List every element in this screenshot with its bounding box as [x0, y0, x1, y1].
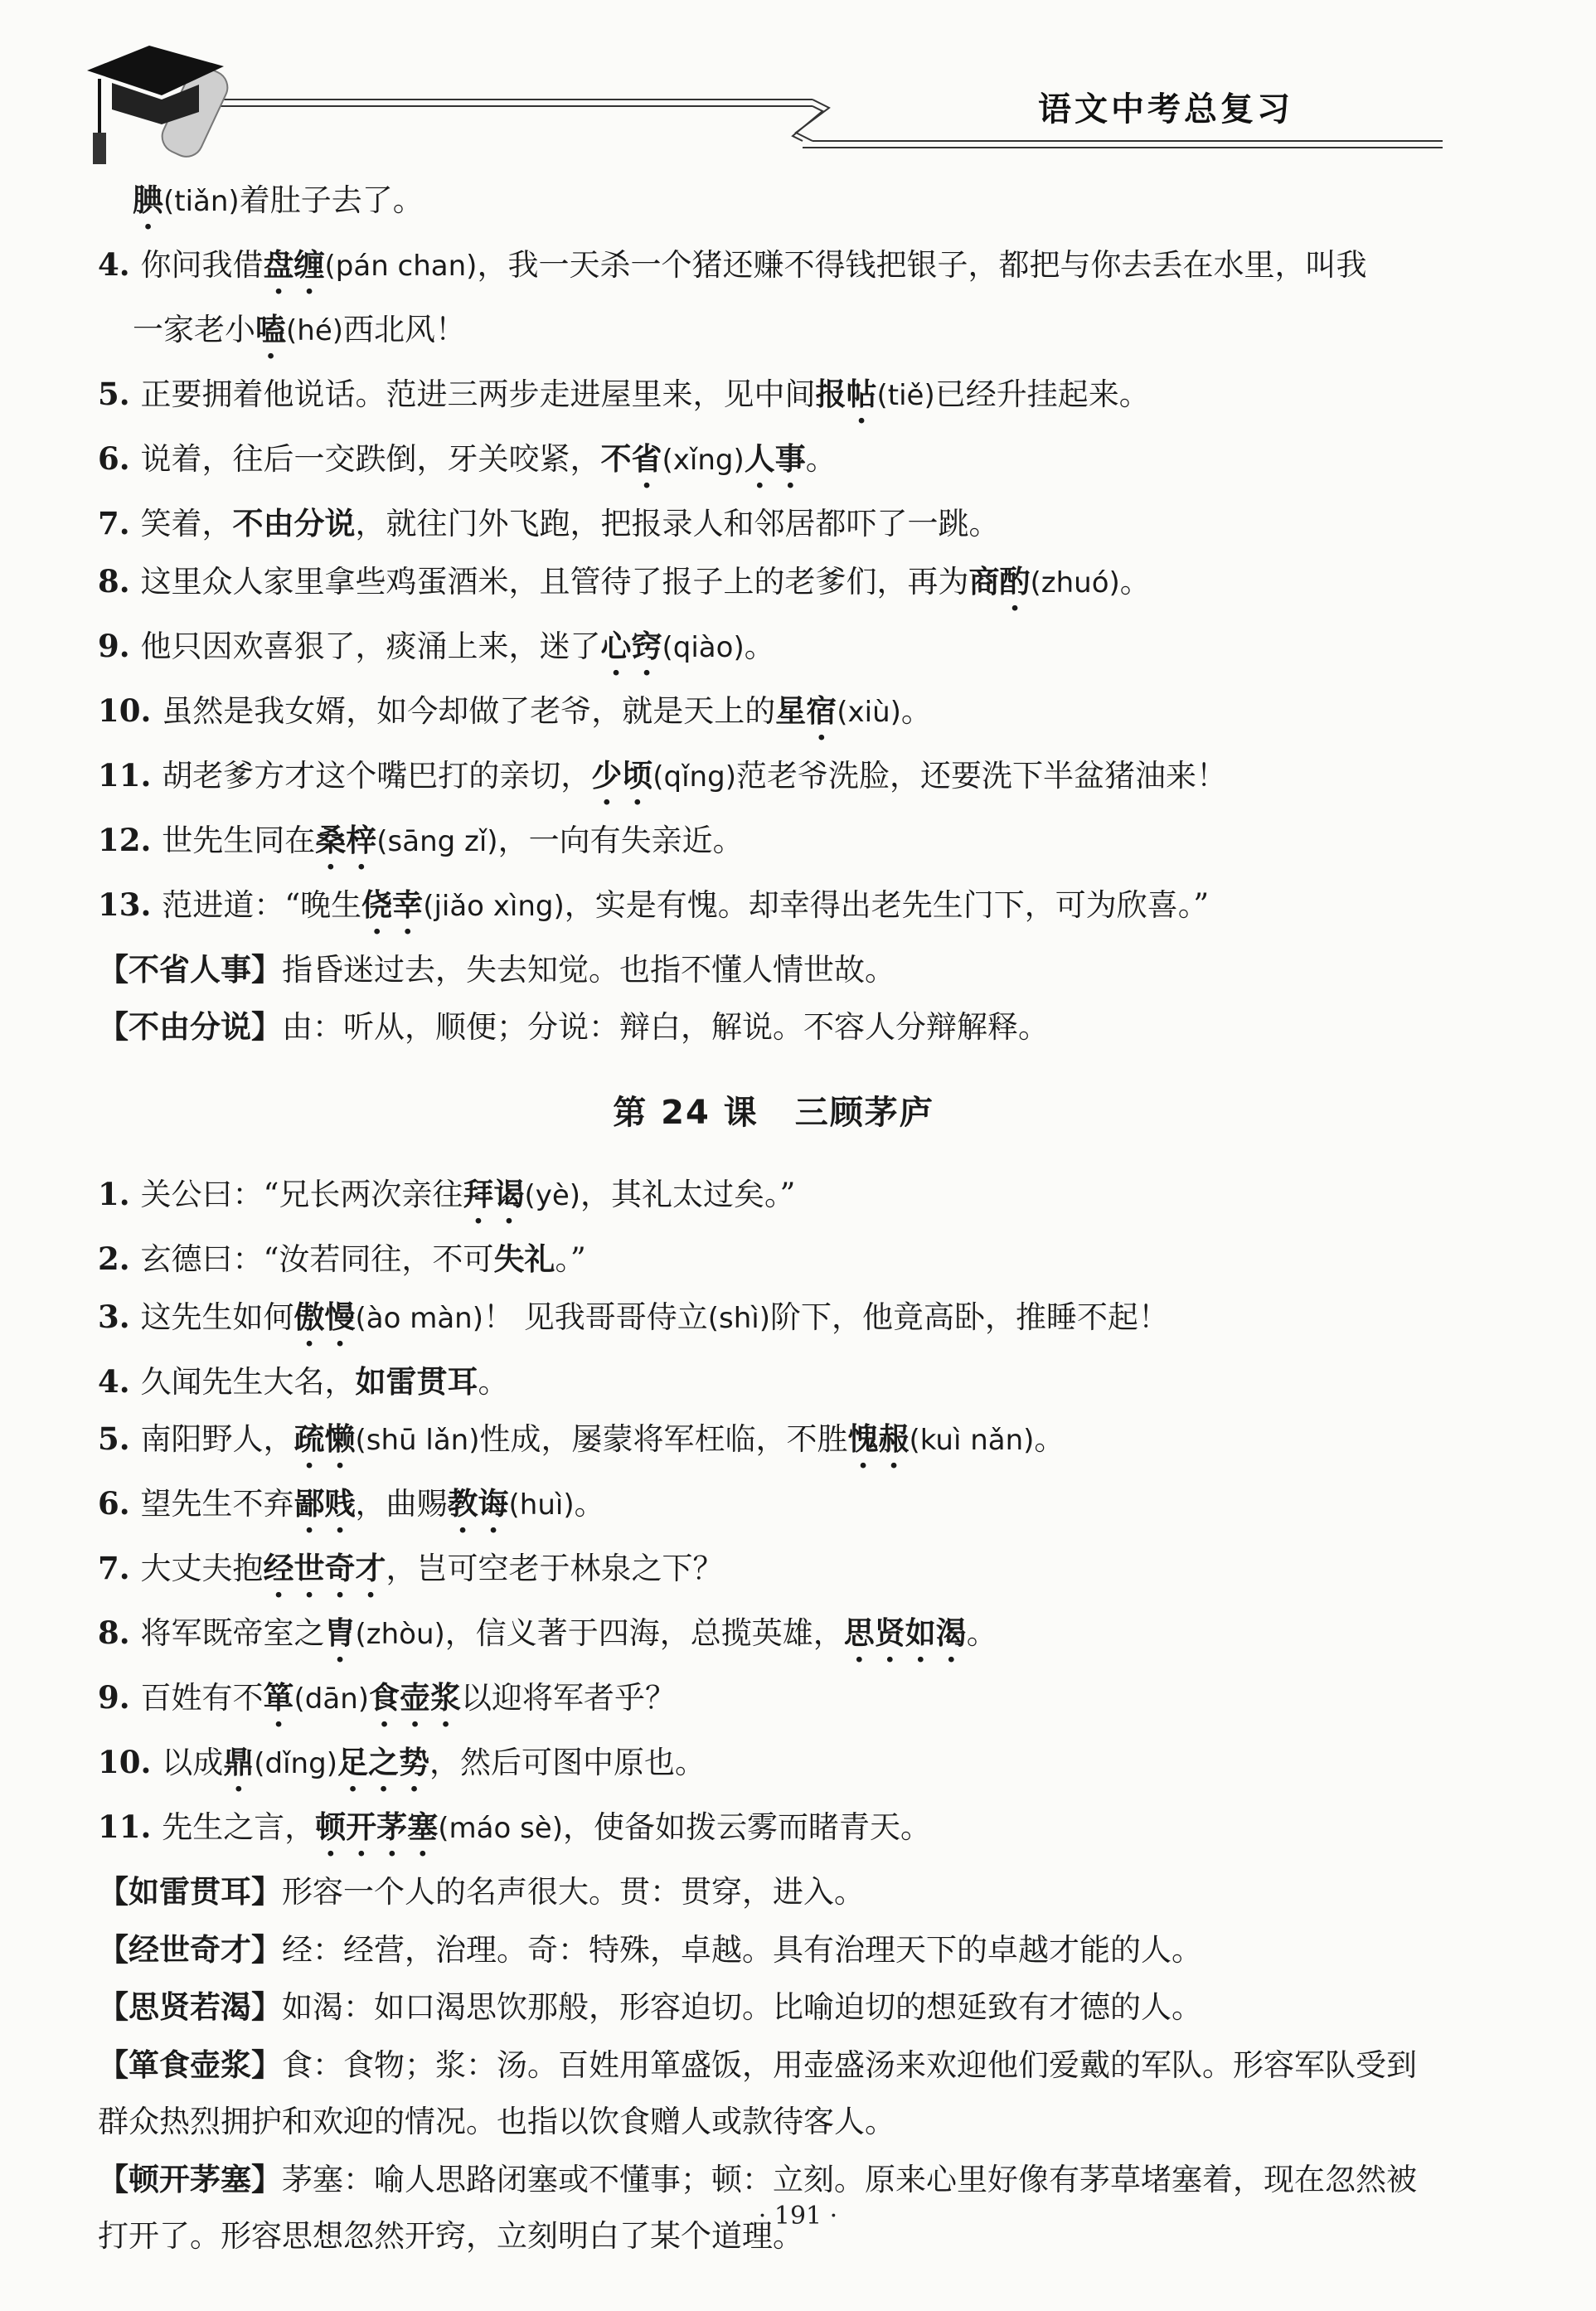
text: ，就往门外飞跑，把报录人和邻居都吓了一跳。 [355, 506, 1000, 541]
term-label: 【不省人事】 [98, 950, 282, 988]
keyword-dotted: 胄 [324, 1614, 356, 1651]
pinyin: (kuì nǎn) [909, 1424, 1035, 1457]
keyword-dotted: 省 [631, 440, 662, 477]
item-number: 2. [98, 1240, 141, 1277]
keyword-dotted: 疏懒 [293, 1420, 356, 1457]
text: 经：经营，治理。奇：特殊，卓越。具有治理天下的卓越才能的人。 [282, 1931, 1202, 1968]
text: 以成 [162, 1745, 224, 1780]
pinyin: (dǐng) [254, 1747, 337, 1780]
part1-line-11 [98, 876, 1449, 941]
text: 百姓有不 [140, 1680, 264, 1716]
keyword-dotted: 腆 [133, 182, 163, 218]
pinyin: (dān) [293, 1682, 370, 1716]
term-label: 【思贤若渴】 [98, 1988, 282, 2025]
keyword-dotted: 酌 [999, 562, 1031, 600]
part2-line-4 [98, 1410, 1449, 1475]
text: 已经升挂起来。 [934, 376, 1150, 412]
text: 正要拥着他说话。范进三两步走进屋里来，见中间 [140, 376, 816, 412]
pinyin: (shì) [707, 1301, 771, 1335]
text: 南阳野人， [140, 1421, 294, 1457]
term-label: 【不由分说】 [98, 1008, 282, 1045]
keyword-dotted: 宿 [806, 692, 837, 729]
keyword-dotted: 帖 [846, 376, 877, 412]
text: 。” [555, 1241, 586, 1277]
part1-line-12 [98, 941, 1449, 999]
text: 范进道：“晚生 [162, 886, 362, 923]
keyword-dotted: 桑梓 [315, 821, 377, 858]
exercise-list-lesson23 [98, 172, 1449, 1056]
item-number: 8. [98, 1614, 141, 1651]
keyword-dotted: 少顷 [591, 756, 653, 794]
pinyin: (huì) [508, 1488, 575, 1522]
part2-line-16 [98, 2151, 1449, 2209]
item-number: 3. [98, 1298, 141, 1335]
item-number: 7. [98, 1550, 141, 1586]
lesson-number: 第 24 课 [613, 1093, 759, 1132]
text: 一家老小 [133, 312, 255, 347]
keyword: 报 [815, 376, 847, 412]
pinyin: (pán chan) [324, 250, 478, 283]
part2-line-12 [98, 1921, 1449, 1979]
item-number: 5. [98, 376, 141, 412]
page-header [83, 33, 1443, 174]
text: 久闻先生大名， [140, 1363, 356, 1400]
keyword-dotted: 心窍 [600, 627, 662, 664]
text: ，使备如拨云雾而睹青天。 [563, 1809, 931, 1845]
item-number: 6. [98, 440, 141, 477]
part1-line-7 [98, 618, 1449, 682]
graduation-cap-icon [83, 33, 249, 174]
keyword-dotted: 教诲 [447, 1485, 509, 1522]
part2-line-10 [98, 1799, 1449, 1863]
text: ，其礼太过矣。” [580, 1177, 796, 1212]
section-title [98, 1085, 1449, 1142]
text: 。 [1034, 1421, 1065, 1457]
keyword-dotted: 思贤如渴 [843, 1614, 967, 1651]
text: 你问我借 [140, 247, 264, 283]
pinyin: (shū lǎn) [355, 1424, 480, 1457]
part2-line-3 [98, 1353, 1449, 1411]
pinyin: (xiù) [837, 695, 901, 729]
pinyin: (tiǎn) [163, 185, 240, 218]
text: ，岂可空老于林泉之下？ [386, 1551, 724, 1586]
text: 打开了。形容思想忽然开窍，立刻明白了某个道理。 [98, 2218, 803, 2254]
text: 茅塞：喻人思路闭塞或不懂事；顿：立刻。原来心里好像有茅草堵塞着，现在忽然被 [282, 2161, 1417, 2197]
pinyin: (tiě) [876, 379, 935, 412]
pinyin: (máo sè) [438, 1812, 563, 1845]
keyword: 不由分说 [232, 505, 356, 541]
part2-line-5 [98, 1475, 1449, 1540]
text: ，我一天杀一个猪还赚不得钱把银子，都把与你去丢在水里，叫我 [477, 247, 1367, 283]
page-content [98, 172, 1449, 2265]
part1-line-0 [98, 172, 1449, 236]
text: ，曲赐 [355, 1486, 448, 1522]
text: 虽然是我女婿，如今却做了老爷，就是天上的 [162, 692, 776, 729]
part2-line-13 [98, 1978, 1449, 2037]
keyword-dotted: 箪 [263, 1679, 294, 1716]
keyword: 星 [775, 692, 807, 729]
text: 说着，往后一交跌倒，牙关咬紧， [140, 441, 601, 477]
keyword-dotted: 侥幸 [361, 886, 424, 923]
part2-line-11 [98, 1863, 1449, 1921]
keyword-dotted: 鄙贱 [293, 1485, 356, 1522]
part2-line-6 [98, 1540, 1449, 1605]
item-number: 9. [98, 1679, 141, 1716]
item-number: 5. [98, 1420, 141, 1457]
keyword: 失礼 [493, 1240, 555, 1277]
header-title: 语文中考总复习 [1038, 90, 1293, 129]
keyword-dotted: 经世奇才 [263, 1550, 386, 1586]
text: 群众热烈拥护和欢迎的情况。也指以饮食赠人或款待客人。 [98, 2104, 895, 2139]
term-label: 【箪食壶浆】 [98, 2046, 282, 2083]
part2-line-15 [98, 2094, 1449, 2151]
pinyin: (ào màn) [355, 1301, 483, 1335]
item-number: 9. [98, 627, 141, 664]
pinyin: (hé) [286, 314, 343, 347]
item-number: 10. [98, 692, 163, 729]
part1-line-10 [98, 812, 1449, 876]
text: 。 [574, 1486, 605, 1522]
text: 如渴：如口渴思饮那般，形容迫切。比喻迫切的想延致有才德的人。 [282, 1989, 1202, 2025]
item-number: 1. [98, 1176, 141, 1212]
text: ，信义著于四海，总揽英雄， [444, 1615, 844, 1651]
text: 。 [900, 692, 932, 729]
item-number: 12. [98, 821, 163, 858]
text: 望先生不弃 [140, 1486, 294, 1522]
text: 食：食物；浆：汤。百姓用箪盛饭，用壶盛汤来欢迎他们爱戴的军队。形容军队受到 [282, 2046, 1417, 2083]
text: 范老爷洗脸，还要洗下半盆猪油来！ [735, 757, 1227, 794]
text: ，实是有愧。却幸得出老先生门下，可为欣喜。” [564, 886, 1210, 923]
text: 。 [478, 1363, 509, 1400]
keyword-dotted: 人事 [744, 440, 806, 477]
text: 这先生如何 [140, 1299, 294, 1335]
item-number: 11. [98, 1809, 163, 1845]
text: 形容一个人的名声很大。贯：贯穿，进入。 [282, 1874, 865, 1910]
text: 玄德曰：“汝若同往，不可 [140, 1241, 494, 1277]
text: 大丈夫抱 [140, 1551, 264, 1586]
text: 。 [744, 628, 775, 664]
text: 他只因欢喜狠了，痰涌上来，迷了 [140, 628, 601, 664]
part1-line-3 [98, 366, 1449, 430]
item-number: 7. [98, 505, 141, 541]
text: 这里众人家里拿些鸡蛋酒米，且管待了报子上的老爹们，再为 [140, 563, 969, 600]
part2-line-2 [98, 1289, 1449, 1353]
item-number: 8. [98, 562, 141, 600]
pinyin: (zhuó) [1030, 566, 1120, 600]
part1-line-9 [98, 747, 1449, 812]
text: 将军既帝室之 [140, 1615, 325, 1651]
text: 以迎将军者乎？ [461, 1680, 677, 1716]
pinyin: (qiào) [662, 630, 745, 664]
pinyin: (qǐng) [652, 760, 736, 794]
keyword: 商 [968, 562, 1000, 600]
text: 笑着， [140, 506, 233, 541]
item-number: 13. [98, 886, 163, 923]
keyword-dotted: 拜谒 [463, 1176, 525, 1212]
item-number: 4. [98, 246, 141, 283]
page-number: · 191 · [758, 2202, 838, 2231]
keyword-dotted: 足之势 [337, 1744, 429, 1780]
keyword: 不 [600, 440, 632, 477]
text: 阶下，他竟高卧，推睡不起！ [770, 1299, 1170, 1335]
text: ，一向有失亲近。 [497, 822, 744, 858]
item-number: 4. [98, 1362, 141, 1400]
text: 着肚子去了。 [239, 182, 424, 218]
keyword-dotted: 嗑 [255, 311, 286, 347]
text: ，然后可图中原也。 [429, 1745, 706, 1780]
part1-line-1 [98, 236, 1449, 301]
term-label: 【顿开茅塞】 [98, 2160, 282, 2197]
item-number: 11. [98, 756, 163, 794]
keyword-dotted: 盘缠 [263, 246, 325, 283]
text: 先生之言， [162, 1809, 316, 1845]
text: 胡老爹方才这个嘴巴打的亲切， [162, 757, 592, 794]
part2-line-8 [98, 1669, 1449, 1734]
part2-line-9 [98, 1734, 1449, 1799]
pinyin: (yè) [524, 1179, 581, 1212]
text: 。 [966, 1615, 997, 1651]
part1-line-2 [98, 301, 1449, 366]
keyword-dotted: 傲慢 [293, 1298, 356, 1335]
keyword-dotted: 顿开茅塞 [315, 1809, 439, 1845]
term-label: 【经世奇才】 [98, 1930, 282, 1968]
keyword-dotted: 食壶浆 [369, 1679, 462, 1716]
item-number: 6. [98, 1485, 141, 1522]
part2-line-14 [98, 2037, 1449, 2095]
pinyin: (jiǎo xìng) [423, 889, 565, 923]
text: ！ 见我哥哥侍立 [483, 1299, 708, 1335]
item-number: 10. [98, 1744, 163, 1780]
text: 。 [1119, 563, 1151, 600]
text: 指昏迷过去，失去知觉。也指不懂人情世故。 [282, 951, 895, 988]
pinyin: (xǐng) [662, 444, 745, 477]
part2-line-0 [98, 1166, 1449, 1231]
part1-line-5 [98, 495, 1449, 553]
text: 关公曰：“兄长两次亲往 [140, 1177, 463, 1212]
text: 由：听从，顺便；分说：辩白，解说。不容人分辩解释。 [282, 1009, 1049, 1045]
text: 性成，屡蒙将军枉临，不胜 [479, 1421, 848, 1457]
part2-line-1 [98, 1231, 1449, 1289]
pinyin: (sāng zǐ) [376, 824, 498, 858]
text: 西北风！ [343, 312, 466, 347]
part1-line-6 [98, 553, 1449, 618]
text: 。 [805, 441, 837, 477]
term-label: 【如雷贯耳】 [98, 1873, 282, 1910]
part2-line-7 [98, 1605, 1449, 1669]
part1-line-4 [98, 430, 1449, 495]
keyword-dotted: 鼎 [223, 1744, 255, 1780]
exercise-list-lesson24 [98, 1166, 1449, 2265]
part1-line-8 [98, 682, 1449, 747]
keyword-dotted: 愧赧 [847, 1420, 910, 1457]
text: 世先生同在 [162, 822, 316, 858]
pinyin: (zhòu) [355, 1618, 445, 1651]
part1-line-13 [98, 998, 1449, 1056]
keyword: 如雷贯耳 [355, 1362, 478, 1400]
lesson-title: 三顾茅庐 [794, 1093, 934, 1132]
